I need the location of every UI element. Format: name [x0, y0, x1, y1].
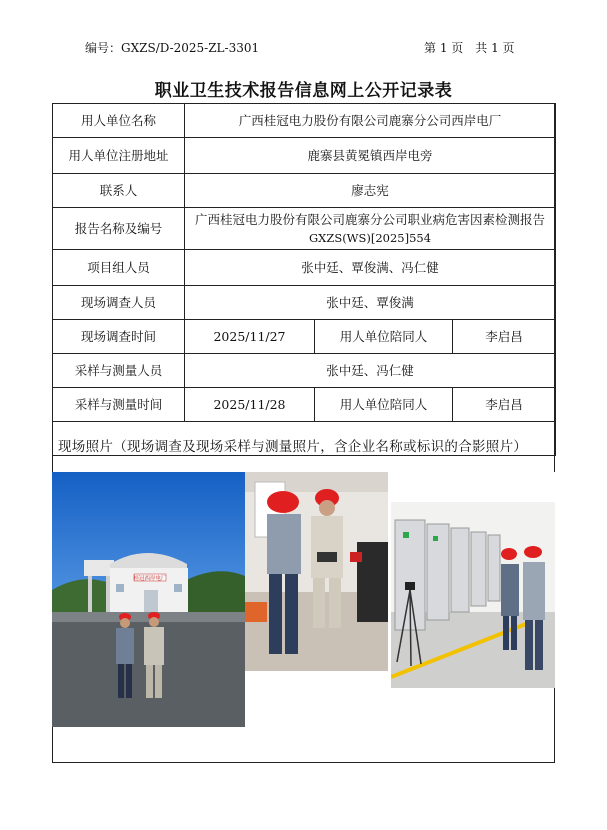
survey-time-value: 2025/11/27 [185, 320, 315, 354]
survey-escort-value: 李启昌 [453, 320, 556, 354]
report-value [185, 208, 556, 250]
sampling-staff-label: 采样与测量人员 [53, 354, 185, 388]
contact-value: 廖志宪 [185, 174, 556, 208]
team-value: 张中廷、覃俊满、冯仁健 [185, 250, 556, 286]
row-employer-name [53, 104, 556, 138]
survey-time-label: 现场调查时间 [53, 320, 185, 354]
survey-staff-value: 张中廷、覃俊满 [185, 286, 556, 320]
info-table [52, 103, 556, 456]
survey-staff-label: 现场调查人员 [53, 286, 185, 320]
photo-sampling-fitting [245, 472, 388, 671]
photo-switchgear-measurement [391, 472, 555, 688]
report-number: GXZS(WS)[2025]554 [308, 230, 432, 245]
row-address [53, 138, 556, 174]
row-sampling-time [53, 388, 556, 422]
sampling-escort-label: 用人单位陪同人 [315, 388, 453, 422]
team-label: 项目组人员 [53, 250, 185, 286]
survey-escort-label: 用人单位陪同人 [315, 320, 453, 354]
address-label: 用人单位注册地址 [53, 138, 185, 174]
row-survey-staff [53, 286, 556, 320]
employer-name-label: 用人单位名称 [53, 104, 185, 138]
photo-building-group [52, 472, 245, 727]
row-survey-time [53, 320, 556, 354]
employer-name-value: 广西桂冠电力股份有限公司鹿寨分公司西岸电厂 [185, 104, 556, 138]
row-report [53, 208, 556, 250]
photo-caption: 现场照片（现场调查及现场采样与测量照片，含企业名称或标识的合影照片） [58, 439, 528, 455]
page-info: 第 1 页 共 1 页 [424, 41, 515, 55]
sampling-escort-value: 李启昌 [453, 388, 556, 422]
report-name: 广西桂冠电力股份有限公司鹿寨分公司职业病危害因素检测报告 [195, 211, 546, 227]
sampling-time-value: 2025/11/28 [185, 388, 315, 422]
sampling-time-label: 采样与测量时间 [53, 388, 185, 422]
row-contact [53, 174, 556, 208]
building-sign: 桂冠西岸电厂 [133, 576, 167, 582]
row-sampling-staff [53, 354, 556, 388]
document-number: 编号：GXZS/D-2025-ZL-3301 [85, 41, 260, 55]
sampling-staff-value: 张中廷、冯仁健 [185, 354, 556, 388]
contact-label: 联系人 [53, 174, 185, 208]
page-title: 职业卫生技术报告信息网上公开记录表 [154, 81, 453, 101]
report-label: 报告名称及编号 [53, 208, 185, 250]
row-team [53, 250, 556, 286]
address-value: 鹿寨县黄冕镇西岸电旁 [185, 138, 556, 174]
